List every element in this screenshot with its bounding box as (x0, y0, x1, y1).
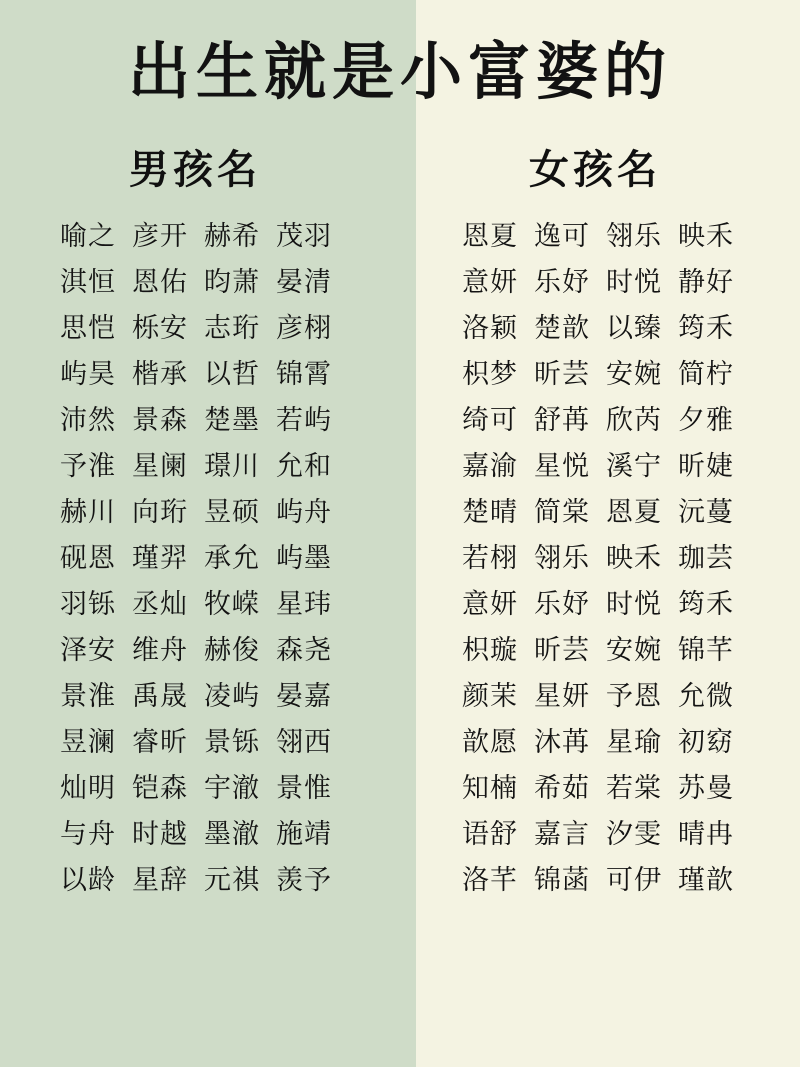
name-item: 星妍 (534, 680, 590, 712)
name-item: 璟川 (204, 450, 260, 482)
name-row (0, 535, 400, 581)
name-item: 赫川 (60, 496, 116, 528)
name-item: 筠禾 (678, 588, 734, 620)
name-item: 栎安 (132, 312, 188, 344)
name-item: 知楠 (462, 772, 518, 804)
name-item: 舒苒 (534, 404, 590, 436)
name-item: 映禾 (606, 542, 662, 574)
name-item: 沅蔓 (678, 496, 734, 528)
name-row (396, 811, 800, 857)
name-item: 允微 (678, 680, 734, 712)
name-item: 喻之 (60, 220, 116, 252)
name-row (396, 765, 800, 811)
name-item: 希茹 (534, 772, 590, 804)
name-item: 静好 (678, 266, 734, 298)
name-item: 嘉渝 (462, 450, 518, 482)
name-item: 恩夏 (606, 496, 662, 528)
name-item: 绮可 (462, 404, 518, 436)
name-item: 昕芸 (534, 358, 590, 390)
name-item: 墨澈 (204, 818, 260, 850)
boy-names-column (0, 116, 400, 1067)
name-item: 珈芸 (678, 542, 734, 574)
name-row (396, 719, 800, 765)
name-item: 锦芊 (678, 634, 734, 666)
name-item: 元祺 (204, 864, 260, 896)
name-item: 铠森 (132, 772, 188, 804)
name-item: 景淮 (60, 680, 116, 712)
name-item: 乐妤 (534, 266, 590, 298)
name-row (0, 305, 400, 351)
name-item: 乐妤 (534, 588, 590, 620)
name-row (396, 351, 800, 397)
name-item: 简棠 (534, 496, 590, 528)
name-item: 彦栩 (276, 312, 332, 344)
name-item: 可伊 (606, 864, 662, 896)
name-item: 锦霄 (276, 358, 332, 390)
name-item: 翎乐 (534, 542, 590, 574)
name-item: 时悦 (606, 266, 662, 298)
name-row (396, 397, 800, 443)
name-item: 丞灿 (132, 588, 188, 620)
name-row (396, 305, 800, 351)
name-item: 昱硕 (204, 496, 260, 528)
name-item: 屿墨 (276, 542, 332, 574)
name-item: 时悦 (606, 588, 662, 620)
name-item: 歆愿 (462, 726, 518, 758)
name-row (396, 627, 800, 673)
name-item: 洛芊 (462, 864, 518, 896)
name-item: 思恺 (60, 312, 116, 344)
name-item: 羽铄 (60, 588, 116, 620)
name-item: 翎乐 (606, 220, 662, 252)
name-item: 景森 (132, 404, 188, 436)
name-row (0, 489, 400, 535)
name-item: 晏嘉 (276, 680, 332, 712)
page-title: 出生就是小富婆的 (127, 35, 672, 108)
name-row (0, 673, 400, 719)
name-item: 以哲 (204, 358, 260, 390)
name-item: 森尧 (276, 634, 332, 666)
name-row (0, 765, 400, 811)
name-row (0, 397, 400, 443)
name-item: 昀萧 (204, 266, 260, 298)
name-item: 景惟 (276, 772, 332, 804)
name-item: 夕雅 (678, 404, 734, 436)
name-item: 予淮 (60, 450, 116, 482)
name-item: 逸可 (534, 220, 590, 252)
name-item: 楚歆 (534, 312, 590, 344)
name-item: 星玮 (276, 588, 332, 620)
name-item: 志珩 (204, 312, 260, 344)
name-row (0, 351, 400, 397)
name-item: 凌屿 (204, 680, 260, 712)
boy-names-rows (6, 213, 400, 903)
name-row (0, 581, 400, 627)
name-item: 宇澈 (204, 772, 260, 804)
name-item: 晴冉 (678, 818, 734, 850)
name-item: 泽安 (60, 634, 116, 666)
name-item: 砚恩 (60, 542, 116, 574)
name-item: 淇恒 (60, 266, 116, 298)
name-item: 溪宁 (606, 450, 662, 482)
name-item: 翎西 (276, 726, 332, 758)
boy-names-heading: 男孩名 (129, 146, 261, 194)
name-item: 羡予 (276, 864, 332, 896)
name-item: 昕婕 (678, 450, 734, 482)
name-row (0, 719, 400, 765)
girl-names-heading: 女孩名 (529, 146, 661, 194)
name-item: 沐苒 (534, 726, 590, 758)
name-item: 景铄 (204, 726, 260, 758)
name-item: 枳璇 (462, 634, 518, 666)
name-item: 星悦 (534, 450, 590, 482)
name-item: 若栩 (462, 542, 518, 574)
name-row (396, 443, 800, 489)
name-item: 星辞 (132, 864, 188, 896)
name-row (396, 213, 800, 259)
name-item: 禹晟 (132, 680, 188, 712)
name-item: 楚晴 (462, 496, 518, 528)
name-item: 彦开 (132, 220, 188, 252)
name-item: 赫俊 (204, 634, 260, 666)
name-row (396, 581, 800, 627)
name-item: 枳梦 (462, 358, 518, 390)
name-row (396, 259, 800, 305)
name-item: 意妍 (462, 588, 518, 620)
name-item: 以龄 (60, 864, 116, 896)
name-item: 维舟 (132, 634, 188, 666)
name-row (396, 489, 800, 535)
name-item: 楷承 (132, 358, 188, 390)
name-item: 若棠 (606, 772, 662, 804)
name-item: 汐雯 (606, 818, 662, 850)
name-item: 意妍 (462, 266, 518, 298)
girl-names-rows (410, 213, 800, 903)
name-item: 茂羽 (276, 220, 332, 252)
name-row (0, 811, 400, 857)
name-item: 昕芸 (534, 634, 590, 666)
name-item: 若屿 (276, 404, 332, 436)
name-item: 时越 (132, 818, 188, 850)
name-item: 安婉 (606, 358, 662, 390)
name-item: 洛颖 (462, 312, 518, 344)
name-item: 昱澜 (60, 726, 116, 758)
name-item: 恩佑 (132, 266, 188, 298)
name-item: 牧嵘 (204, 588, 260, 620)
name-item: 晏清 (276, 266, 332, 298)
name-item: 颜茉 (462, 680, 518, 712)
name-item: 屿昊 (60, 358, 116, 390)
girl-names-column (400, 116, 800, 1067)
name-item: 沛然 (60, 404, 116, 436)
name-item: 简柠 (678, 358, 734, 390)
name-item: 恩夏 (462, 220, 518, 252)
name-item: 初窈 (678, 726, 734, 758)
name-item: 承允 (204, 542, 260, 574)
name-item: 以臻 (606, 312, 662, 344)
name-item: 屿舟 (276, 496, 332, 528)
name-row (0, 857, 400, 903)
name-item: 瑾羿 (132, 542, 188, 574)
name-item: 睿昕 (132, 726, 188, 758)
name-item: 欣芮 (606, 404, 662, 436)
name-row (0, 443, 400, 489)
name-item: 与舟 (60, 818, 116, 850)
name-item: 星瑜 (606, 726, 662, 758)
name-item: 允和 (276, 450, 332, 482)
name-item: 赫希 (204, 220, 260, 252)
name-item: 语舒 (462, 818, 518, 850)
name-row (396, 673, 800, 719)
name-item: 安婉 (606, 634, 662, 666)
name-row (396, 857, 800, 903)
name-item: 星阑 (132, 450, 188, 482)
name-item: 灿明 (60, 772, 116, 804)
name-item: 嘉言 (534, 818, 590, 850)
name-columns (0, 116, 800, 1067)
name-item: 筠禾 (678, 312, 734, 344)
name-item: 锦菡 (534, 864, 590, 896)
name-row (0, 627, 400, 673)
name-item: 苏曼 (678, 772, 734, 804)
name-item: 施靖 (276, 818, 332, 850)
name-item: 向珩 (132, 496, 188, 528)
name-row (0, 213, 400, 259)
name-item: 瑾歆 (678, 864, 734, 896)
name-row (396, 535, 800, 581)
name-item: 映禾 (678, 220, 734, 252)
name-item: 予恩 (606, 680, 662, 712)
name-row (0, 259, 400, 305)
name-item: 楚墨 (204, 404, 260, 436)
